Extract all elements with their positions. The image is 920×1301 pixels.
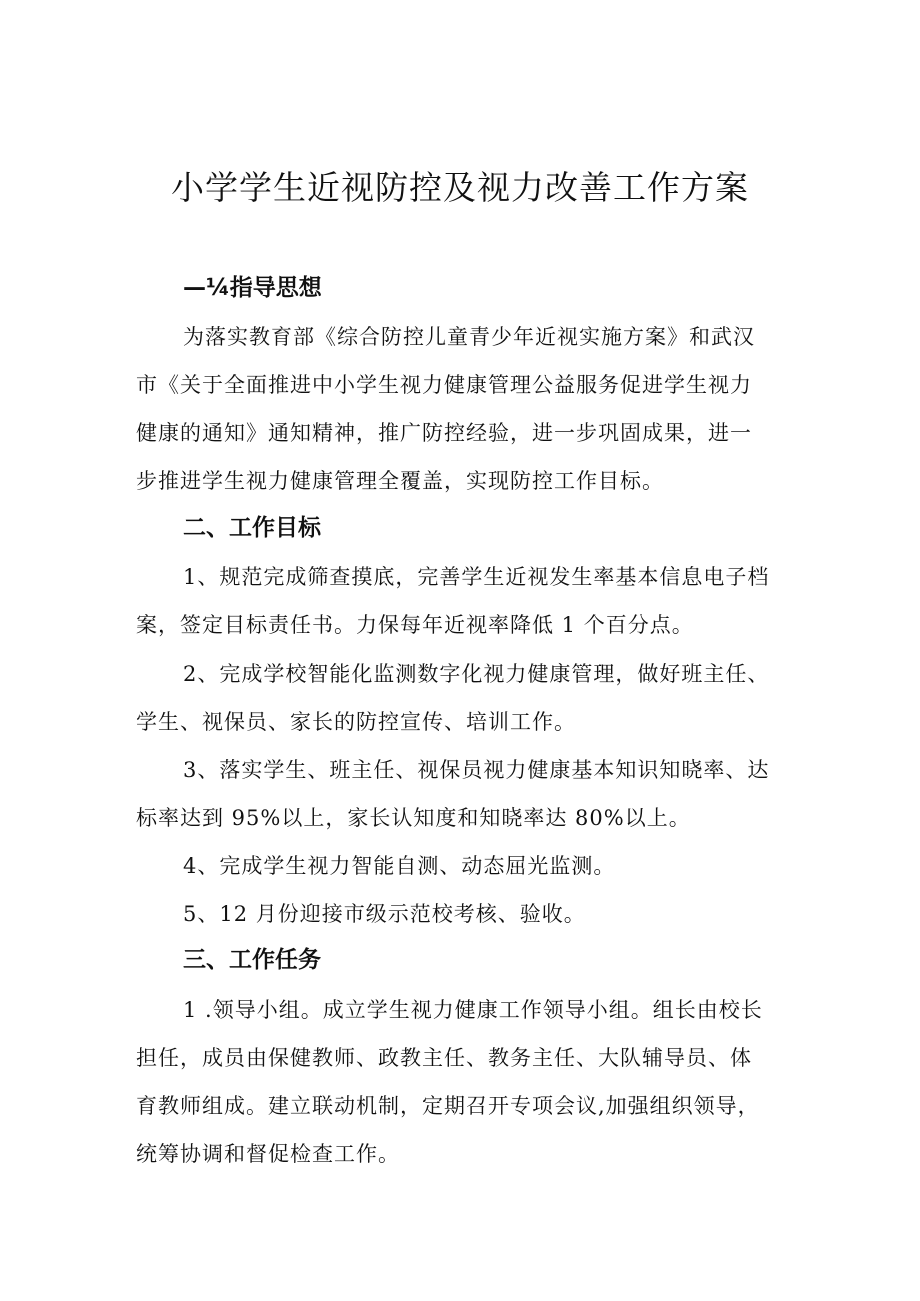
paragraph-line: 2、完成学校智能化监测数字化视力健康管理，做好班主任、	[183, 662, 770, 686]
paragraph-line: 统筹协调和督促检查工作。	[136, 1142, 400, 1166]
paragraph-line: 为落实教育部《综合防控儿童青少年近视实施方案》和武汉	[183, 325, 755, 349]
paragraph-line: 健康的通知》通知精神，推广防控经验，进一步巩固成果，进一	[136, 421, 752, 445]
paragraph-line: 市《关于全面推进中小学生视力健康管理公益服务促进学生视力	[136, 373, 752, 397]
paragraph-goal-3	[136, 746, 804, 842]
paragraph-line: 担任，成员由保健教师、政教主任、教务主任、大队辅导员、体	[136, 1046, 752, 1070]
paragraph-line: 学生、视保员、家长的防控宣传、培训工作。	[136, 710, 576, 734]
paragraph-line: 案，签定目标责任书。力保每年近视率降低 1 个百分点。	[136, 613, 694, 637]
section-heading-work-goals: 二、工作目标	[183, 515, 321, 541]
paragraph-guiding-ideology	[136, 313, 804, 505]
paragraph-line: 3、落实学生、班主任、视保员视力健康基本知识知晓率、达	[183, 758, 770, 782]
paragraph-line: 标率达到 95%以上，家长认知度和知晓率达 80%以上。	[136, 806, 691, 830]
document-title: 小学学生近视防控及视力改善工作方案	[171, 168, 749, 207]
paragraph-goal-4	[136, 842, 804, 890]
paragraph-line: 5、12 月份迎接市级示范校考核、验收。	[183, 902, 586, 926]
paragraph-goal-1	[136, 553, 804, 649]
section-heading-guiding-ideology: —¼指导思想	[183, 275, 322, 301]
paragraph-line: 1、规范完成筛查摸底，完善学生近视发生率基本信息电子档	[183, 565, 770, 589]
paragraph-line: 育教师组成。建立联动机制，定期召开专项会议,加强组织领导，	[136, 1094, 760, 1118]
paragraph-goal-5	[136, 890, 804, 938]
paragraph-goal-2	[136, 650, 804, 746]
paragraph-line: 4、完成学生视力智能自测、动态屈光监测。	[183, 854, 616, 878]
section-heading-work-tasks: 三、工作任务	[183, 947, 321, 973]
paragraph-line: 步推进学生视力健康管理全覆盖，实现防控工作目标。	[136, 469, 664, 493]
paragraph-line: 1 .领导小组。成立学生视力健康工作领导小组。组长由校长	[183, 998, 763, 1022]
paragraph-task-1	[136, 986, 804, 1178]
